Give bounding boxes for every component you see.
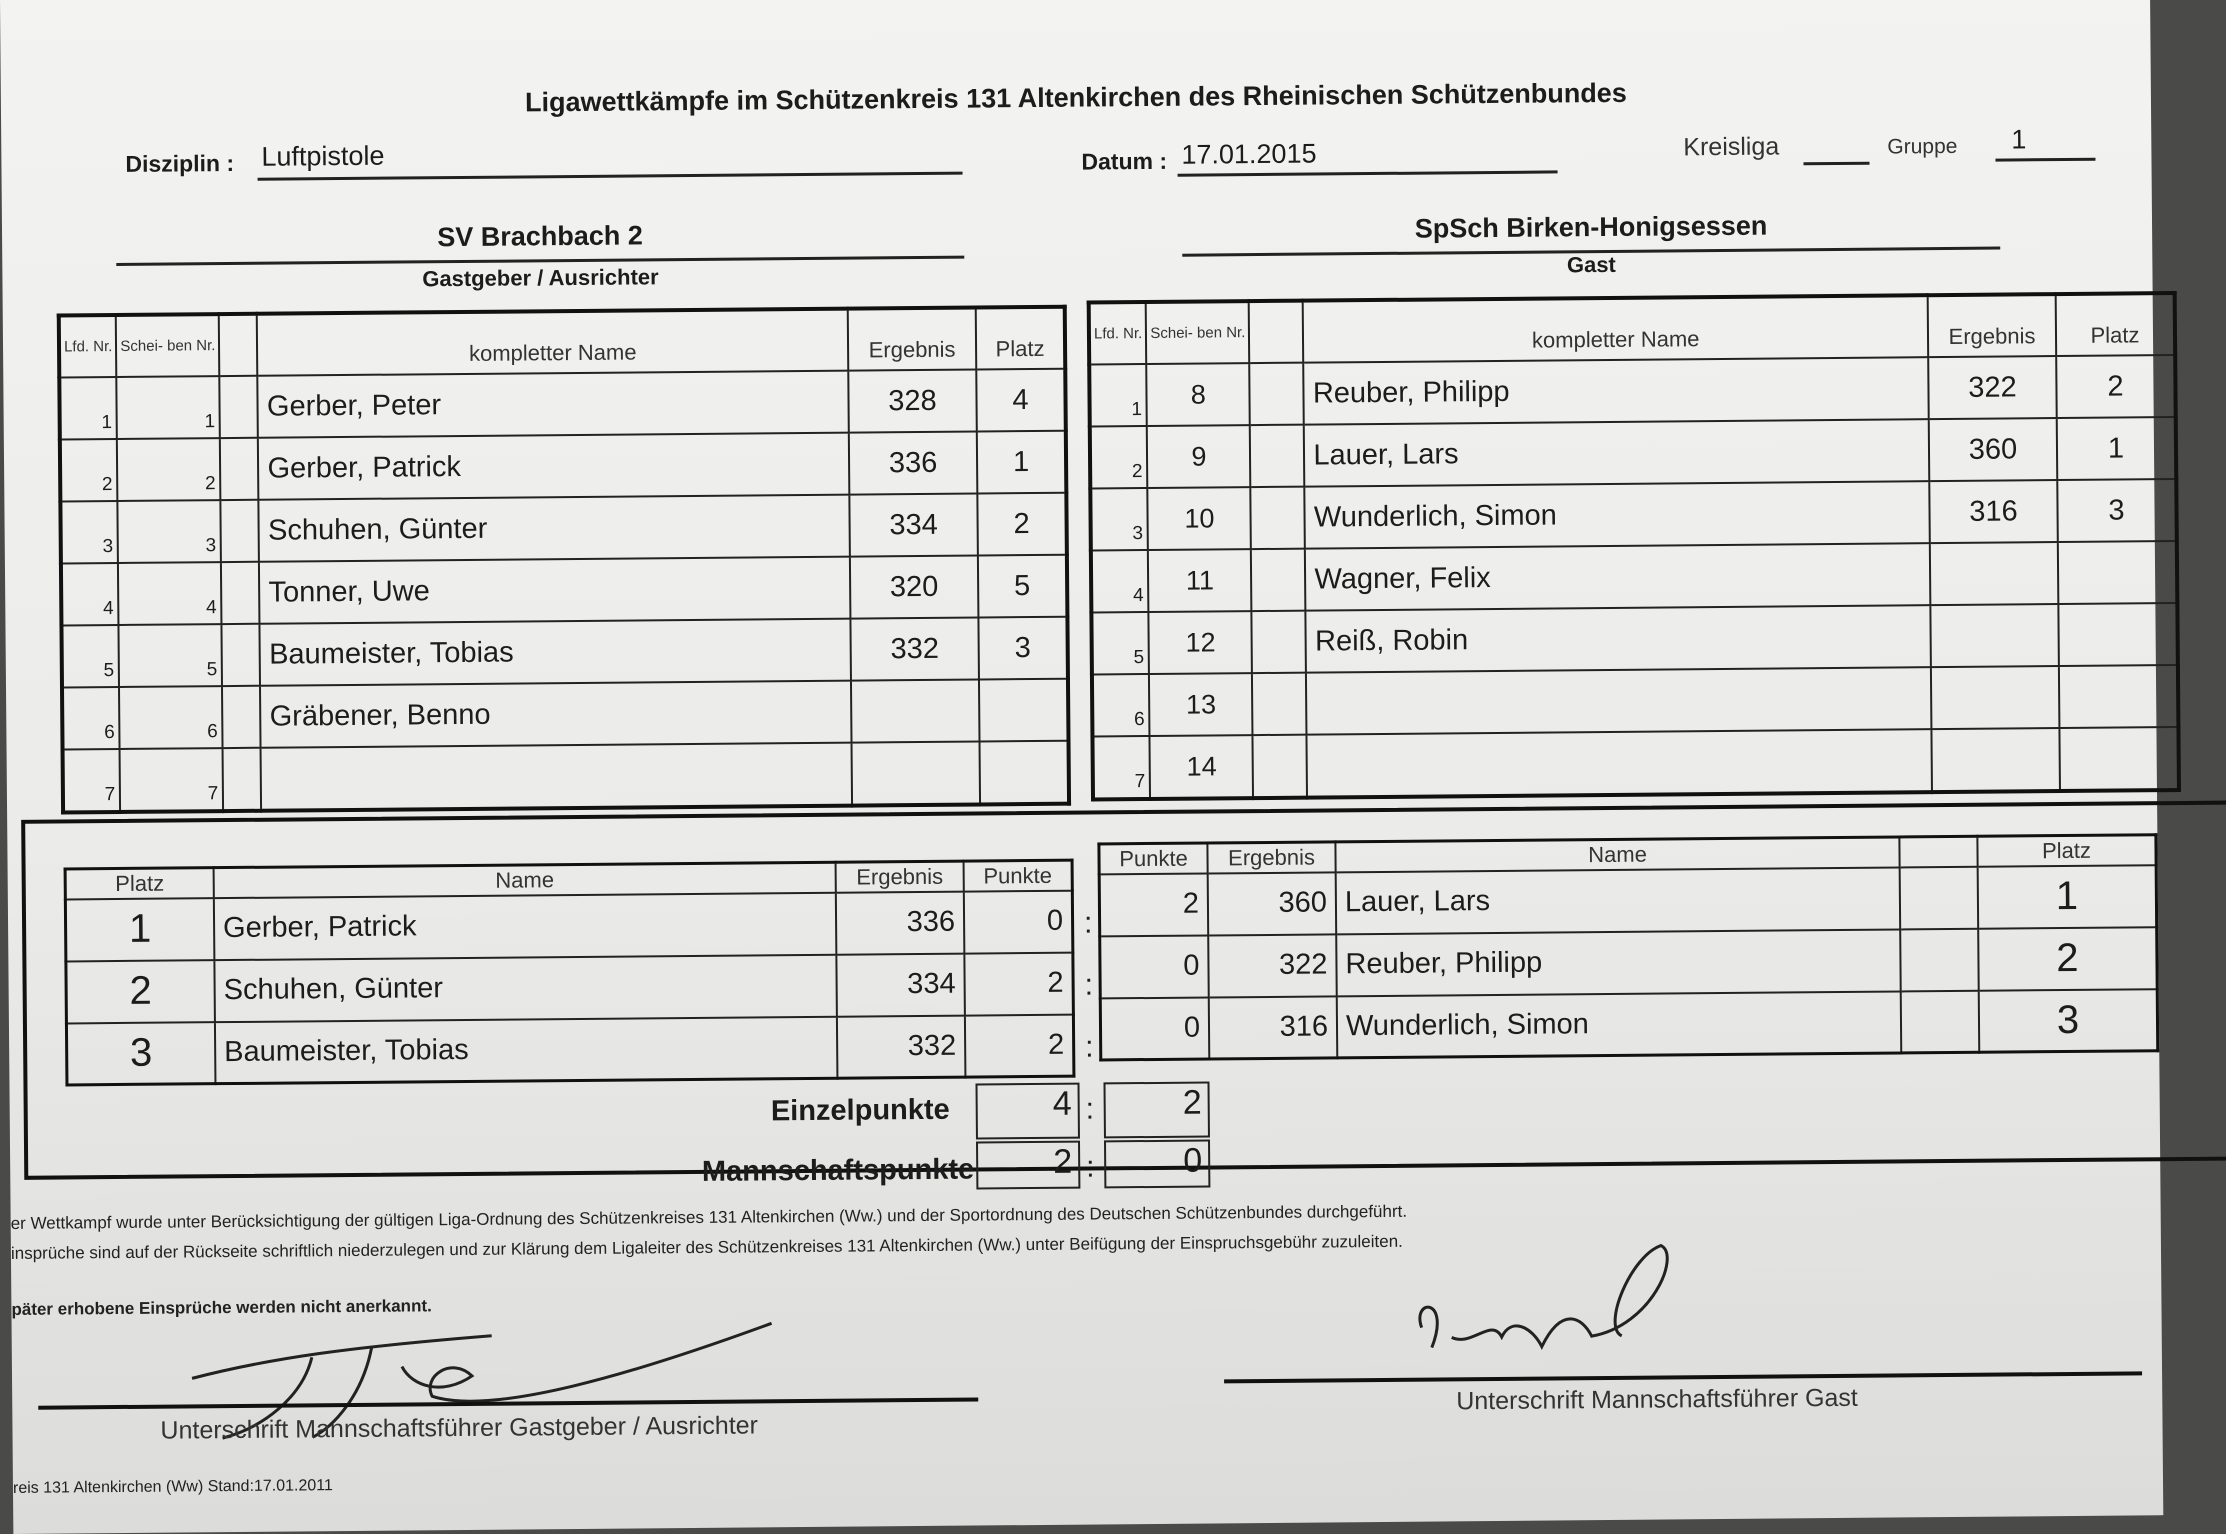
lfd-nr: 6	[62, 687, 120, 749]
mannschaftspunkte-label: Mannschaftspunkte	[701, 1153, 975, 1188]
einzelpunkte-home: 4	[975, 1083, 1079, 1140]
ergebnis: 360	[1208, 872, 1337, 935]
blank-cell	[223, 748, 262, 811]
blank-cell	[220, 438, 259, 500]
guest-team-role: Gast	[1566, 251, 1616, 278]
kreisliga-field	[1803, 134, 1869, 166]
shooter-name: Lauer, Lars	[1336, 867, 1901, 934]
shooter-name: Baumeister, Tobias	[215, 1016, 838, 1083]
signature-guest	[1391, 1235, 1692, 1388]
table-row	[1099, 865, 2157, 936]
scheiben-nr: 10	[1148, 487, 1252, 550]
platz: 4	[976, 369, 1066, 432]
platz	[2059, 727, 2179, 791]
gruppe-field	[1995, 124, 2095, 162]
platz	[979, 679, 1069, 742]
einzelpunkte-label: Einzelpunkte	[770, 1093, 950, 1128]
shooter-name: Schuhen, Günter	[214, 954, 837, 1021]
platz: 1	[2057, 417, 2177, 480]
blank-cell	[1900, 866, 1979, 929]
shooter-name: Gerber, Peter	[258, 371, 849, 438]
scheiben-nr: 8	[1147, 363, 1251, 426]
mannschaftspunkte-home: 2	[976, 1141, 1080, 1190]
lfd-nr: 3	[60, 501, 118, 563]
platz: 2	[66, 960, 215, 1023]
col-lfd-nr: Lfd. Nr.	[59, 315, 117, 377]
table-row	[1090, 479, 2176, 550]
punkte: 2	[1099, 873, 1208, 936]
table-row	[62, 679, 1069, 750]
gruppe-label: Gruppe	[1887, 134, 1958, 159]
scheiben-nr: 7	[120, 748, 224, 812]
punkte: 2	[965, 1014, 1074, 1077]
guest-roster-header	[1089, 293, 2175, 364]
lfd-nr: 4	[61, 563, 119, 625]
home-team-role: Gastgeber / Ausrichter	[422, 264, 659, 292]
punkte: 0	[1100, 997, 1209, 1060]
table-row	[1100, 927, 2158, 998]
ergebnis: 322	[1208, 934, 1337, 997]
platz	[2059, 665, 2179, 728]
table-row	[60, 493, 1067, 564]
platz: 1	[977, 431, 1067, 494]
disziplin-label: Disziplin :	[125, 149, 235, 177]
lfd-nr: 7	[63, 749, 121, 812]
ergebnis	[1931, 728, 2060, 792]
col-name: kompletter Name	[257, 309, 848, 376]
gruppe-value: 1	[2011, 124, 2027, 155]
score-separator: :	[1086, 1150, 1095, 1184]
score-separator: :	[1085, 1030, 1094, 1064]
einzelpunkte-guest: 2	[1103, 1081, 1209, 1138]
blank-cell	[221, 500, 260, 562]
footer-line-1: er Wettkampf wurde unter Berücksichtigung der gültigen Liga-Ordnung des Schützenkreises 131 Altenkirchen (Ww.) und der Sportordnung des Deutschen Schützenbundes durchgeführt.	[10, 1201, 1408, 1233]
ergebnis: 332	[850, 617, 979, 680]
blank-cell	[1250, 363, 1305, 425]
blank-cell	[1251, 487, 1306, 549]
col-blank	[1249, 301, 1304, 363]
datum-label: Datum :	[1081, 147, 1168, 175]
platz: 3	[66, 1022, 215, 1085]
scheiben-nr: 14	[1150, 735, 1254, 799]
col-blank	[219, 314, 258, 376]
col-ergebnis: Ergebnis	[848, 307, 977, 370]
blank-cell	[222, 686, 261, 748]
footer-stand: reis 131 Altenkirchen (Ww) Stand:17.01.2011	[12, 1477, 333, 1497]
score-separator: :	[1083, 906, 1093, 940]
col-lfd-nr: Lfd. Nr.	[1089, 302, 1147, 364]
score-separator: :	[1084, 968, 1094, 1002]
platz	[2058, 541, 2178, 604]
table-row	[66, 952, 1074, 1023]
col-platz: Platz	[1977, 835, 2156, 867]
scheiben-nr: 12	[1149, 611, 1253, 674]
lfd-nr: 5	[1091, 612, 1149, 674]
table-row	[1091, 541, 2177, 612]
table-row	[1100, 989, 2158, 1060]
table-row	[59, 369, 1066, 440]
home-roster-header	[59, 307, 1066, 378]
scheiben-nr: 13	[1149, 673, 1253, 736]
col-punkte: Punkte	[964, 860, 1073, 891]
shooter-name: Gerber, Patrick	[214, 892, 837, 959]
shooter-name	[1306, 667, 1931, 734]
ergebnis: 332	[837, 1015, 966, 1078]
ergebnis	[851, 679, 980, 742]
guest-team-name: SpSch Birken-Honigsessen	[1182, 209, 2000, 257]
blank-cell	[1900, 928, 1979, 991]
datum-value: 17.01.2015	[1181, 138, 1317, 170]
scheiben-nr: 1	[117, 376, 221, 439]
platz: 1	[1978, 865, 2157, 929]
table-row	[1091, 603, 2177, 674]
col-blank	[1899, 836, 1977, 867]
home-roster-table	[57, 305, 1071, 815]
ergebnis	[1930, 542, 2059, 605]
table-row	[63, 741, 1070, 813]
shooter-name: Schuhen, Günter	[259, 495, 850, 562]
lfd-nr: 4	[1091, 550, 1149, 612]
ergebnis: 316	[1209, 996, 1338, 1059]
lfd-nr: 3	[1090, 488, 1148, 550]
ergebnis: 320	[850, 555, 979, 618]
shooter-name: Reiß, Robin	[1306, 605, 1931, 672]
col-punkte: Punkte	[1099, 843, 1208, 874]
table-row	[66, 1014, 1074, 1085]
scheiben-nr: 2	[117, 438, 221, 501]
guest-roster-table	[1087, 291, 2181, 801]
platz	[980, 741, 1070, 805]
lfd-nr: 1	[1089, 364, 1147, 426]
scheiben-nr: 4	[118, 562, 222, 625]
kreisliga-label: Kreisliga	[1683, 132, 1780, 162]
ergebnis: 336	[849, 431, 978, 494]
shooter-name	[1307, 729, 1932, 797]
table-row	[65, 890, 1073, 961]
col-platz: Platz	[65, 868, 214, 899]
table-row	[60, 431, 1067, 502]
blank-cell	[1901, 990, 1980, 1053]
table-row	[1090, 417, 2176, 488]
platz: 1	[65, 898, 214, 961]
platz: 2	[2056, 355, 2176, 418]
ergebnis	[852, 741, 981, 805]
table-row	[1092, 665, 2178, 736]
col-name: Name	[214, 862, 836, 897]
guest-summary-table	[1097, 833, 2159, 1061]
ergebnis	[1930, 604, 2059, 667]
shooter-name: Gräbener, Benno	[260, 681, 851, 748]
platz	[2058, 603, 2178, 666]
table-row	[1092, 727, 2179, 799]
lfd-nr: 7	[1092, 736, 1150, 799]
shooter-name: Wagner, Felix	[1305, 543, 1930, 610]
shooter-name: Gerber, Patrick	[258, 433, 849, 500]
col-scheiben-nr: Schei- ben Nr.	[1146, 301, 1250, 364]
scheiben-nr: 3	[118, 500, 222, 563]
ergebnis: 316	[1929, 480, 2058, 543]
table-row	[1089, 355, 2175, 426]
platz: 2	[977, 493, 1067, 556]
col-name: Name	[1335, 837, 1899, 872]
ergebnis: 336	[836, 891, 965, 954]
platz: 5	[978, 555, 1068, 618]
shooter-name: Wunderlich, Simon	[1337, 991, 1902, 1058]
col-scheiben-nr: Schei- ben Nr.	[116, 314, 220, 377]
scheiben-nr: 6	[119, 686, 223, 749]
footer-line-2: insprüche sind auf der Rückseite schriftlich niederzulegen und zur Klärung dem Ligaleiter des Schützenkreises 131 Altenkirchen (Ww.) unter Beifügung der Einspruchsgebühr zuzuleiten.	[10, 1231, 1403, 1263]
lfd-nr: 6	[1092, 674, 1150, 736]
shooter-name: Reuber, Philipp	[1304, 357, 1929, 424]
blank-cell	[220, 376, 259, 438]
shooter-name: Reuber, Philipp	[1336, 929, 1901, 996]
lfd-nr: 5	[61, 625, 119, 687]
disziplin-field	[257, 132, 962, 181]
shooter-name	[261, 743, 852, 811]
table-row	[61, 555, 1068, 626]
scheiben-nr: 11	[1148, 549, 1252, 612]
ergebnis: 360	[1929, 418, 2058, 481]
blank-cell	[1253, 735, 1308, 798]
footer-line-3: päter erhobene Einsprüche werden nicht anerkannt.	[11, 1296, 432, 1319]
punkte: 0	[964, 890, 1073, 953]
blank-cell	[222, 624, 261, 686]
col-platz: Platz	[2056, 293, 2176, 356]
score-separator: :	[1085, 1092, 1095, 1126]
col-name: kompletter Name	[1303, 295, 1928, 362]
scheiben-nr: 9	[1147, 425, 1251, 488]
shooter-name: Tonner, Uwe	[259, 557, 850, 624]
ergebnis: 322	[1928, 356, 2057, 419]
sheet-title: Ligawettkämpfe im Schützenkreis 131 Altenkirchen des Rheinischen Schützenbundes	[524, 77, 1627, 118]
lfd-nr: 1	[59, 377, 117, 439]
platz: 2	[1978, 927, 2157, 991]
col-ergebnis: Ergebnis	[1207, 842, 1335, 873]
mannschaftspunkte-guest: 0	[1104, 1139, 1210, 1188]
platz: 3	[978, 617, 1068, 680]
scheiben-nr: 5	[119, 624, 223, 687]
shooter-name: Baumeister, Tobias	[260, 619, 851, 686]
table-row	[61, 617, 1068, 688]
platz: 3	[1979, 989, 2158, 1053]
blank-cell	[1252, 673, 1307, 735]
disziplin-value: Luftpistole	[261, 140, 385, 172]
shooter-name: Wunderlich, Simon	[1305, 481, 1930, 548]
blank-cell	[1252, 611, 1307, 673]
lfd-nr: 2	[1090, 426, 1148, 488]
ergebnis: 334	[836, 953, 965, 1016]
blank-cell	[1250, 425, 1305, 487]
col-platz: Platz	[976, 307, 1066, 370]
ergebnis	[1931, 666, 2060, 729]
platz: 3	[2057, 479, 2177, 542]
punkte: 2	[964, 952, 1073, 1015]
lfd-nr: 2	[60, 439, 118, 501]
datum-field	[1177, 132, 1557, 176]
home-team-name: SV Brachbach 2	[116, 218, 964, 266]
blank-cell	[1251, 549, 1306, 611]
signature-label-guest: Unterschrift Mannschaftsführer Gast	[1456, 1383, 1858, 1416]
blank-cell	[221, 562, 260, 624]
col-ergebnis: Ergebnis	[1928, 294, 2057, 357]
punkte: 0	[1100, 935, 1209, 998]
ergebnis: 328	[848, 369, 977, 432]
home-summary-table	[64, 859, 1076, 1087]
signature-label-home: Unterschrift Mannschaftsführer Gastgeber / Ausrichter	[160, 1411, 759, 1445]
col-ergebnis: Ergebnis	[836, 861, 964, 892]
ergebnis: 334	[849, 493, 978, 556]
shooter-name: Lauer, Lars	[1304, 419, 1929, 486]
